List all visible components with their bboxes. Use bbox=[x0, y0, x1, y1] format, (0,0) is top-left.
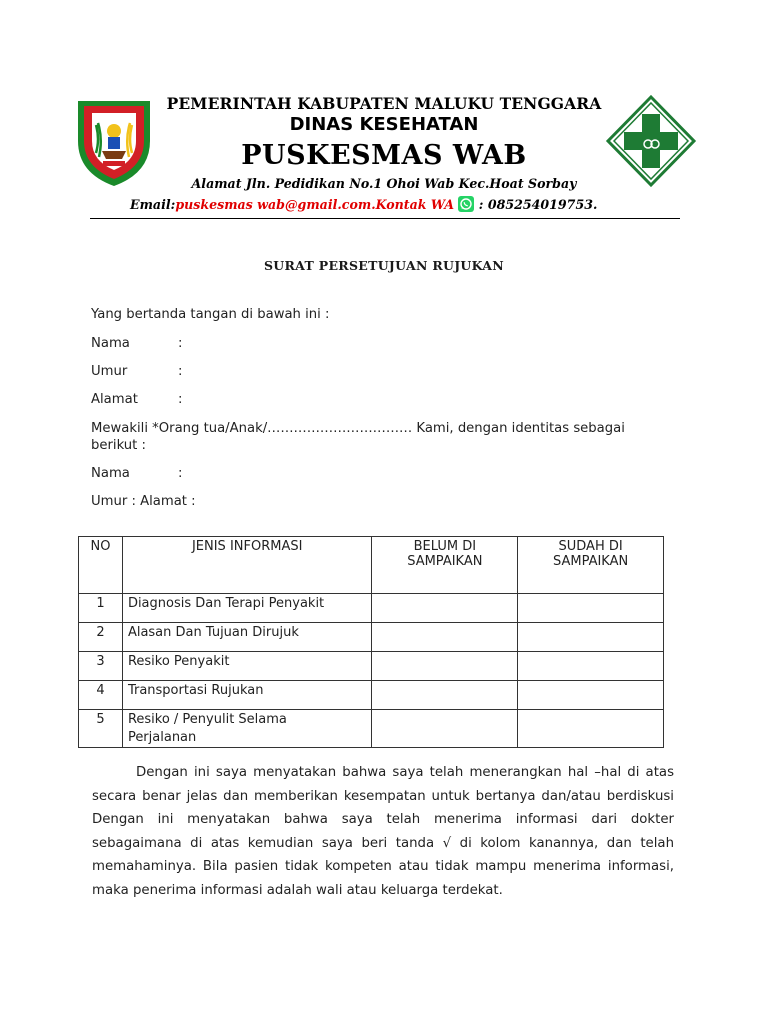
puskesmas-cross-icon bbox=[605, 94, 697, 188]
field-sep: : bbox=[178, 392, 183, 407]
table-row bbox=[79, 623, 664, 652]
field-label-nama-2: Nama bbox=[91, 466, 130, 481]
table-row bbox=[79, 594, 664, 623]
checkbox-cell-sudah[interactable] bbox=[518, 710, 664, 748]
checkbox-cell-sudah[interactable] bbox=[518, 652, 664, 681]
field-sep: : bbox=[178, 466, 183, 481]
table-header-row bbox=[79, 537, 664, 594]
checkbox-cell-belum[interactable] bbox=[372, 710, 518, 748]
checkbox-cell-belum[interactable] bbox=[372, 681, 518, 710]
field-label-nama: Nama bbox=[91, 336, 130, 351]
field-label-umur-alamat: Umur : Alamat : bbox=[91, 494, 196, 509]
row-no: 2 bbox=[79, 623, 123, 652]
representing-text: Mewakili *Orang tua/Anak/…………………………… Kami, dengan identitas sebagai bbox=[91, 421, 625, 436]
table-row bbox=[79, 652, 664, 681]
department-heading: DINAS KESEHATAN bbox=[289, 114, 479, 135]
checkbox-cell-belum[interactable] bbox=[372, 594, 518, 623]
regency-crest-icon bbox=[72, 95, 156, 189]
row-no: 3 bbox=[79, 652, 123, 681]
checkbox-cell-belum[interactable] bbox=[372, 652, 518, 681]
header-no: NO bbox=[79, 537, 123, 594]
representing-text-cont: berikut : bbox=[91, 438, 146, 453]
row-item: Diagnosis Dan Terapi Penyakit bbox=[122, 594, 372, 623]
table-row bbox=[79, 681, 664, 710]
row-item: Alasan Dan Tujuan Dirujuk bbox=[122, 623, 372, 652]
row-no: 1 bbox=[79, 594, 123, 623]
header-belum-line2: SAMPAIKAN bbox=[407, 554, 483, 569]
checkbox-cell-sudah[interactable] bbox=[518, 623, 664, 652]
table-row bbox=[79, 710, 664, 748]
government-heading: PEMERINTAH KABUPATEN MALUKU TENGGARA bbox=[166, 94, 602, 113]
whatsapp-icon bbox=[458, 196, 474, 212]
statement-paragraph: Dengan ini saya menyatakan bahwa saya telah menerangkan hal –hal di atas secara benar jelas dan memberikan kesempatan untuk bertanya dan/atau berdiskusi Dengan ini menyatakan bahwa saya telah menerima informasi dari dokter sebagaimana di atas kemudian saya beri tanda √ di kolom kanannya, dan telah memahaminya. Bila pasien tidak kompeten atau tidak mampu menerima informasi, maka penerima informasi adalah wali atau keluarga terdekat. bbox=[92, 765, 674, 898]
row-no: 5 bbox=[79, 710, 123, 748]
field-label-umur: Umur bbox=[91, 364, 128, 379]
header-sudah-line1: SUDAH DI bbox=[558, 539, 623, 554]
header-sudah-line2: SAMPAIKAN bbox=[552, 554, 629, 569]
header-sudah bbox=[518, 537, 664, 594]
header-belum-line1: BELUM DI bbox=[413, 539, 477, 554]
email-label: Email: bbox=[130, 197, 176, 212]
phone-number: : 085254019753. bbox=[478, 197, 598, 212]
row-item: Resiko Penyakit bbox=[122, 652, 372, 681]
institution-heading: PUSKESMAS WAB bbox=[241, 140, 527, 171]
letterhead-divider bbox=[90, 218, 680, 219]
address-line: Alamat Jln. Pedidikan No.1 Ohoi Wab Kec.Hoat Sorbay bbox=[191, 176, 577, 191]
header-jenis-informasi: JENIS INFORMASI bbox=[122, 537, 372, 594]
information-table bbox=[78, 536, 664, 748]
checkbox-cell-sudah[interactable] bbox=[518, 681, 664, 710]
document-title: SURAT PERSETUJUAN RUJUKAN bbox=[263, 258, 505, 273]
row-item: Transportasi Rujukan bbox=[122, 681, 372, 710]
intro-text: Yang bertanda tangan di bawah ini : bbox=[91, 307, 330, 322]
header-belum bbox=[372, 537, 518, 594]
contact-line bbox=[130, 196, 640, 212]
email-value: puskesmas wab@gmail.com.Kontak WA bbox=[175, 197, 454, 212]
field-label-alamat: Alamat bbox=[91, 392, 138, 407]
field-sep: : bbox=[178, 336, 183, 351]
row-item: Resiko / Penyulit Selama Perjalanan bbox=[122, 710, 372, 748]
checkbox-cell-sudah[interactable] bbox=[518, 594, 664, 623]
field-sep: : bbox=[178, 364, 183, 379]
row-no: 4 bbox=[79, 681, 123, 710]
checkbox-cell-belum[interactable] bbox=[372, 623, 518, 652]
